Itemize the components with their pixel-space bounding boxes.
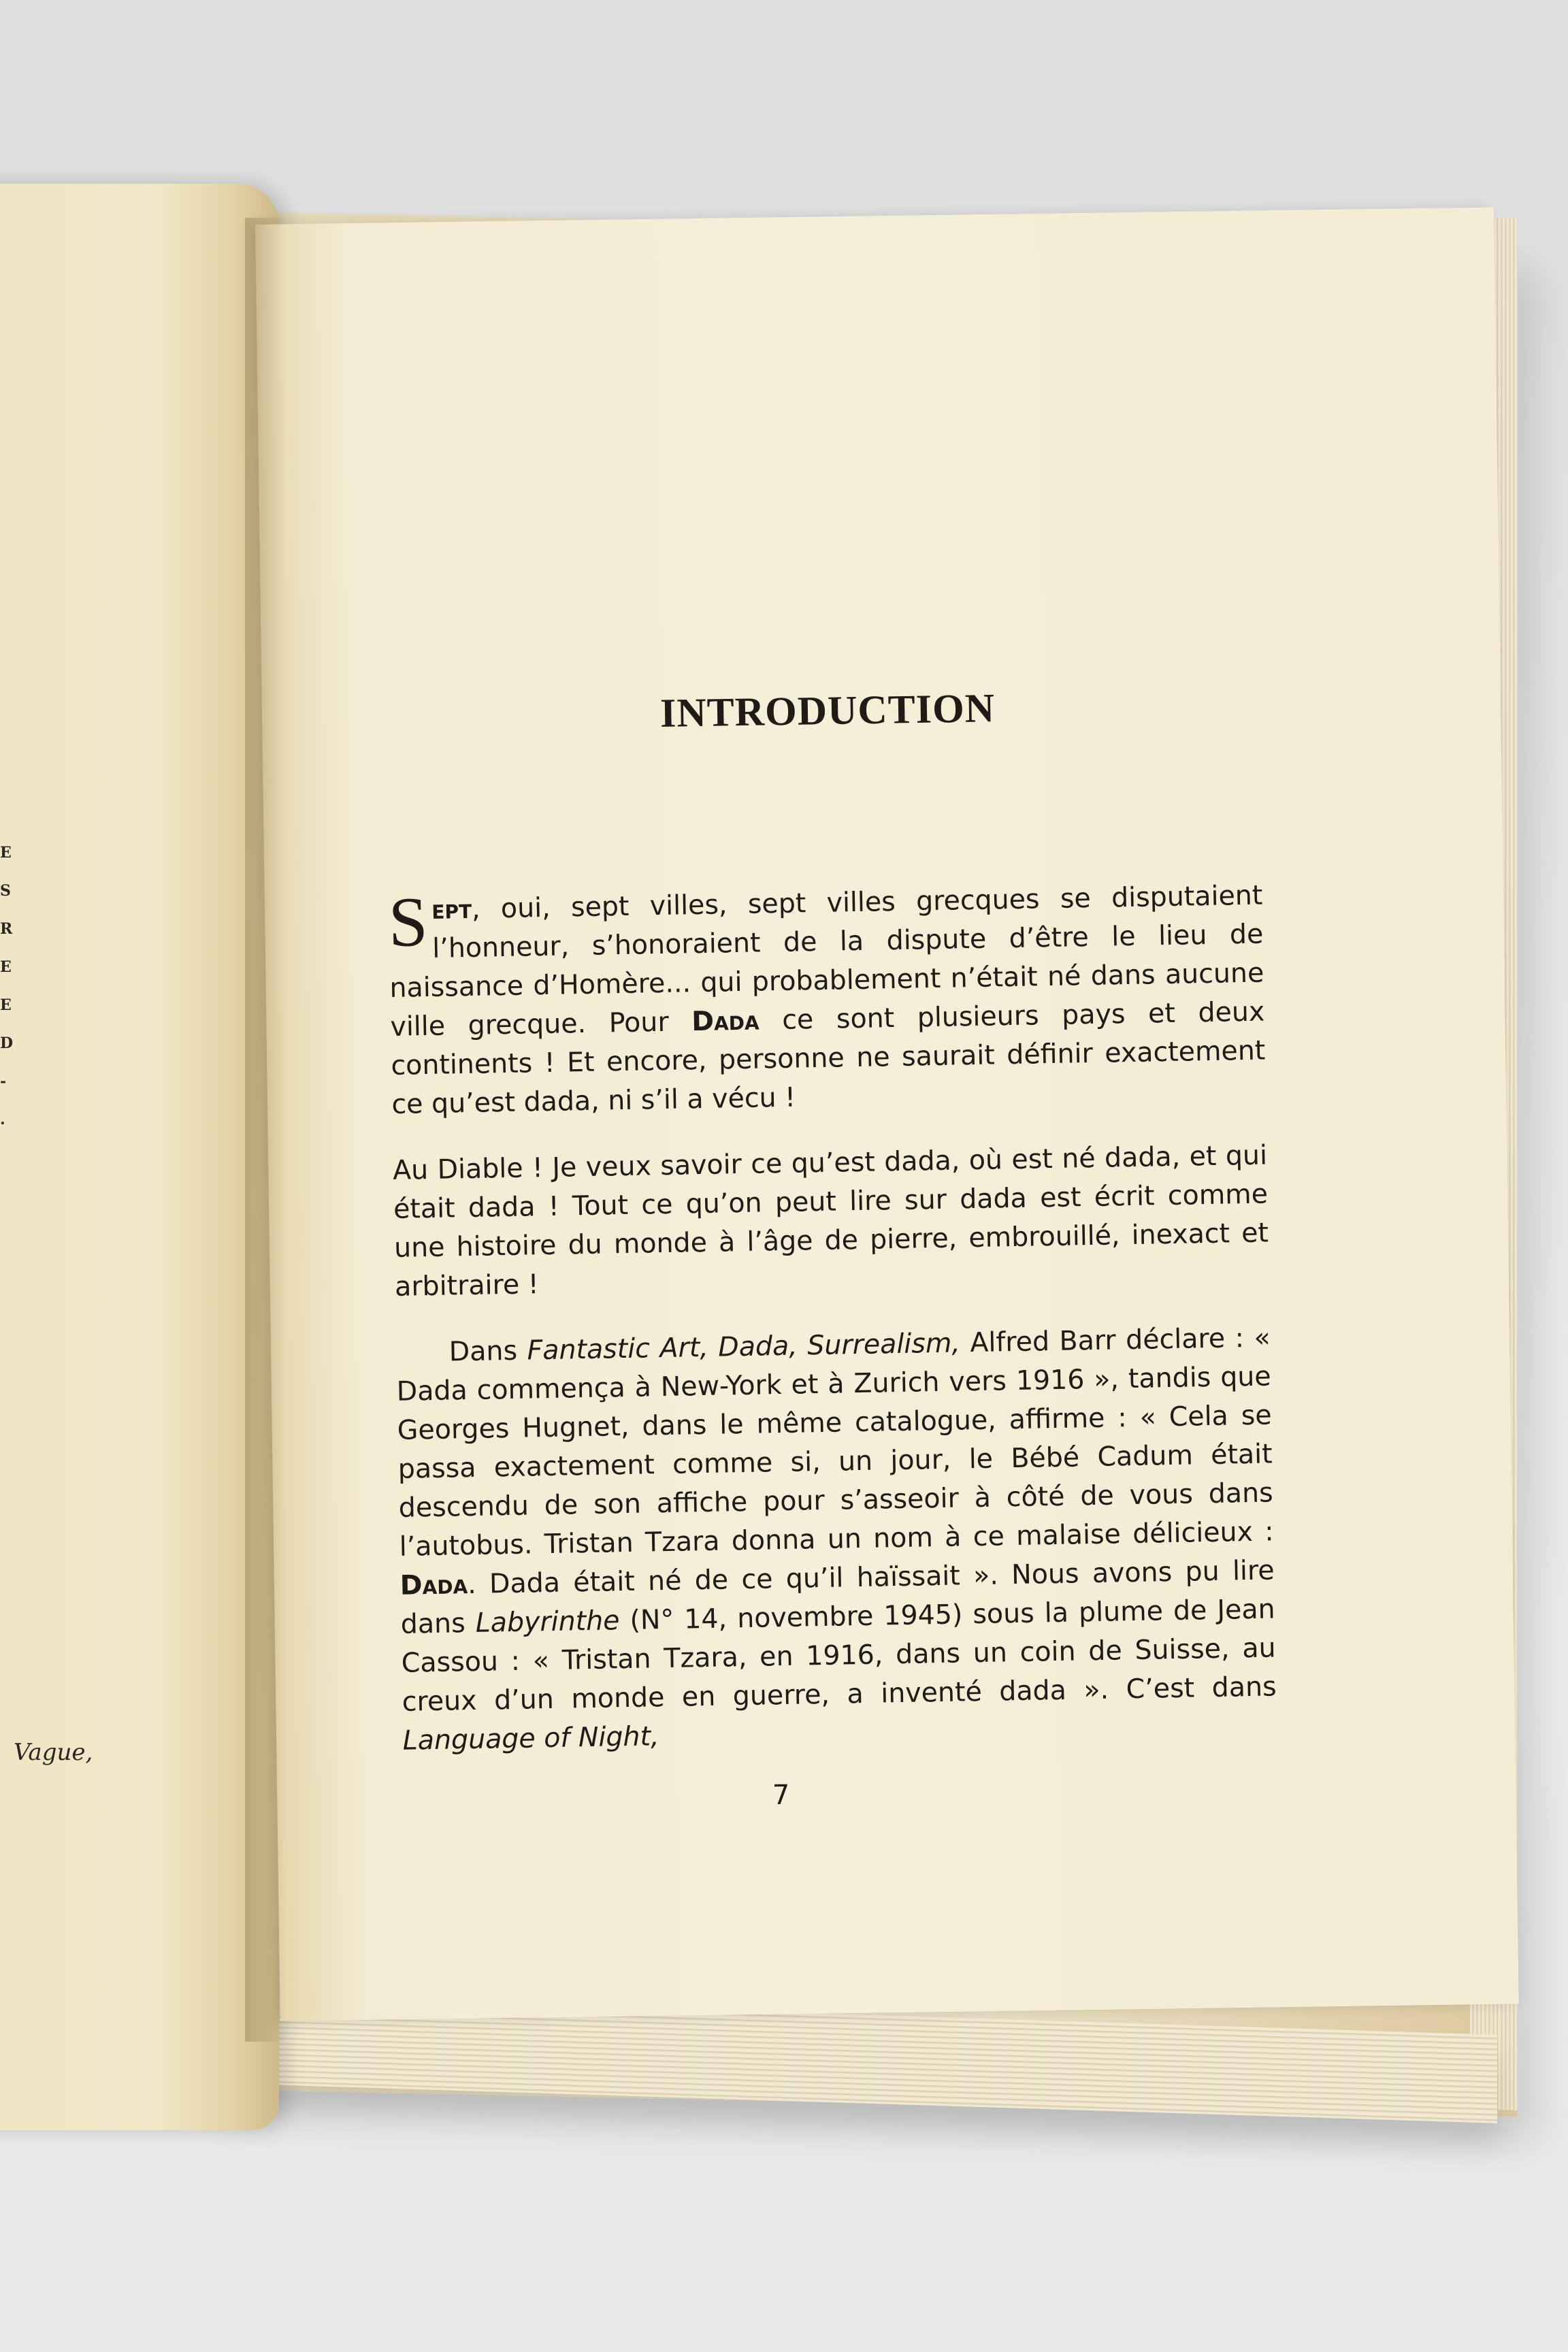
left-page: [0, 184, 279, 2130]
book-title-italic: Fantastic Art, Dada, Surrealism,: [527, 1327, 961, 1367]
dada-small-caps: Dada: [399, 1569, 468, 1601]
paragraph-text: . Dada était né de ce qu’il haïssait ». Nous avons pu lire dans: [400, 1554, 1275, 1640]
left-page-margin-letters: [0, 834, 14, 1139]
paragraph-text: (N° 14, novembre 1945) sous la plume de Jean Cassou : « Tristan Tzara, en 1916, dans un coin de Suisse, au creux d’un monde en guerre, a inventé dada ». C’est dans: [401, 1593, 1277, 1718]
margin-letter: R: [0, 920, 13, 938]
drop-cap: S: [387, 882, 429, 962]
margin-letter: -: [0, 1073, 7, 1090]
small-caps-text: ept: [431, 893, 472, 926]
paragraph-1: [388, 877, 1267, 1124]
page-number: 7: [772, 1779, 790, 1812]
paragraph-text: , oui, sept villes, sept villes grecques se disputaient l’honneur, s’honoraient de la dispute d’être le lieu de naissance d’Homère... qui probablement n’était né dans aucune ville grecque. Pour: [389, 879, 1264, 1043]
margin-letter: E: [0, 844, 12, 862]
left-page-fragment: Vague,: [14, 1739, 93, 1766]
paragraph-text: ce sont plusieurs pays et deux continents ! Et encore, personne ne saurait définir exactement ce qu’est dada, ni s’il a vécu !: [391, 996, 1266, 1120]
paragraph-text: Alfred Barr déclare : « Dada commença à New-York et à Zurich vers 1916 », tandis que Georges Hugnet, dans le même catalogue, affirme : « Cela se passa exactement comme si, un jour, le Bébé Cadum était descendu de son affiche pour s’asseoir à côté de vous dans l’autobus. Tristan Tzara donna un nom à ce malaise délicieux :: [396, 1322, 1275, 1563]
margin-letter: D: [0, 1034, 14, 1052]
gutter-shadow: [245, 218, 286, 2042]
body-text: [388, 877, 1278, 1788]
paragraph-text: Dans: [448, 1335, 527, 1368]
book-title-italic: Language of Night,: [402, 1720, 659, 1757]
paragraph-3: [395, 1318, 1277, 1760]
margin-letter: S: [0, 882, 11, 900]
margin-letter: .: [0, 1111, 5, 1128]
page-title: INTRODUCTION: [659, 685, 996, 736]
dada-small-caps: Dada: [691, 1004, 760, 1038]
journal-title-italic: Labyrinthe: [475, 1605, 620, 1639]
margin-letter: E: [0, 996, 12, 1014]
paragraph-2: Au Diable ! Je veux savoir ce qu’est dada, où est né dada, et qui était dada ! Tout ce qu’on peut lire sur dada est écrit comme une histoire du monde à l’âge de pierre, embrouillé, inexact et arbitraire !: [392, 1139, 1269, 1303]
margin-letter: E: [0, 958, 12, 976]
